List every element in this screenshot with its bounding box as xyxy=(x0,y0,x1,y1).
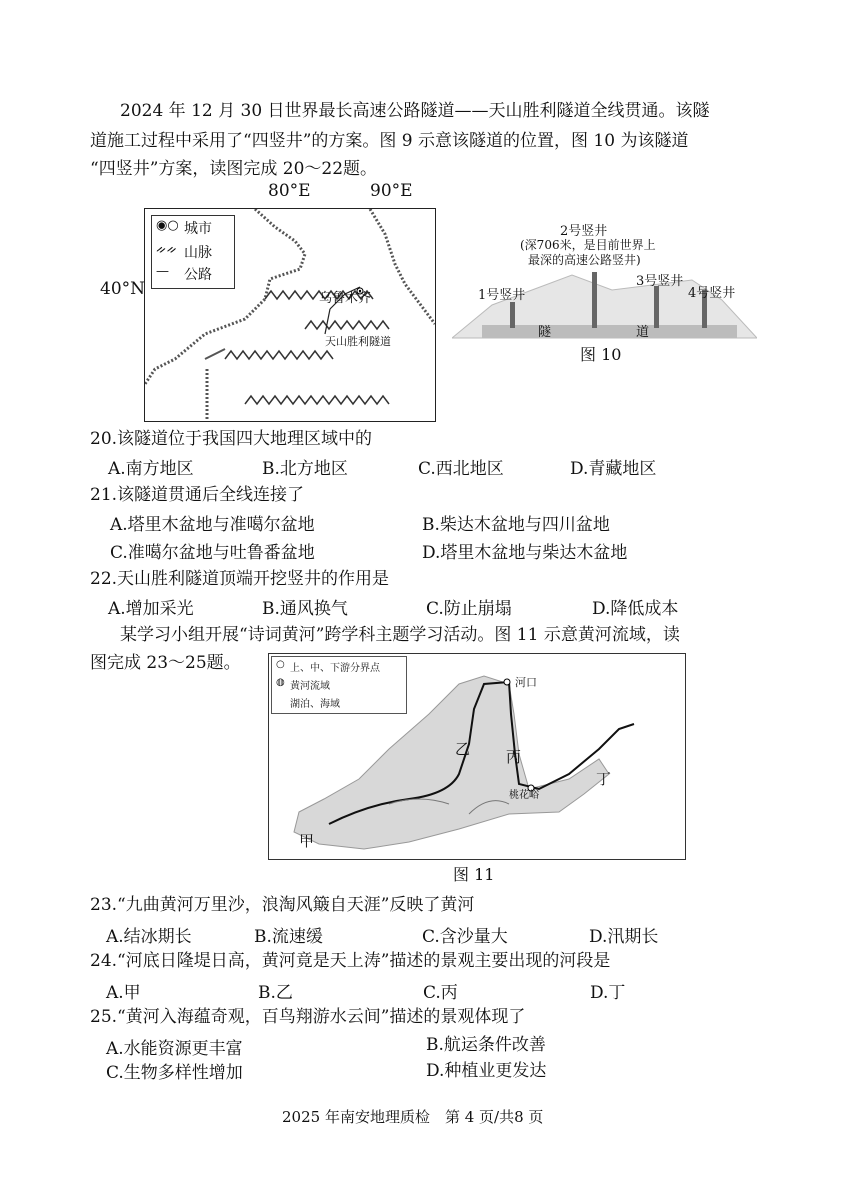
legend-boundary-point: 上、中、下游分界点 xyxy=(290,663,380,674)
hekou-point xyxy=(504,679,510,685)
shaft-1-label: 1号竖井 xyxy=(478,288,526,303)
shaft-3-label: 3号竖井 xyxy=(636,274,684,289)
question-21-option-a[interactable]: A.塔里木盆地与准噶尔盆地 xyxy=(110,515,315,535)
question-25-option-c[interactable]: C.生物多样性增加 xyxy=(106,1063,243,1083)
tunnel-char-1: 隧 xyxy=(538,325,552,340)
question-23-option-d[interactable]: D.汛期长 xyxy=(589,927,659,947)
border-north xyxy=(370,209,435,324)
intro2-line-2: 图完成 23～25题。 xyxy=(90,653,241,673)
hekou-label: 河口 xyxy=(515,676,537,689)
question-24-stem: 24.“河底日隆堤日高，黄河竟是天上涛”描述的景观主要出现的河段是 xyxy=(90,951,611,971)
page-footer: 2025 年南安地理质检 第 4 页/共8 页 xyxy=(282,1108,544,1126)
latitude-40-label: 40°N xyxy=(100,279,146,299)
legend-basin: 黄河流域 xyxy=(290,681,330,692)
question-21-stem: 21.该隧道贯通后全线连接了 xyxy=(90,485,305,505)
question-22-option-a[interactable]: A.增加采光 xyxy=(108,599,194,619)
question-21-option-d[interactable]: D.塔里木盆地与柴达木盆地 xyxy=(422,543,628,563)
shaft-2 xyxy=(592,272,597,328)
question-24-option-c[interactable]: C.丙 xyxy=(423,983,458,1003)
shaft-1 xyxy=(510,302,515,328)
figure-9-map xyxy=(144,208,436,422)
question-20-option-d[interactable]: D.青藏地区 xyxy=(570,459,657,479)
segment-bing-label: 丙 xyxy=(506,748,522,766)
question-22-option-c[interactable]: C.防止崩塌 xyxy=(426,599,512,619)
question-21-option-c[interactable]: C.准噶尔盆地与吐鲁番盆地 xyxy=(110,543,315,563)
segment-ding-label: 丁 xyxy=(596,770,612,788)
shaft-2-note-2: 最深的高速公路竖井) xyxy=(528,253,641,267)
legend-boundary-point-icon: ○ xyxy=(276,659,285,670)
taohuayu-label: 桃花峪 xyxy=(509,790,539,801)
figure-10-caption: 图 10 xyxy=(580,345,622,364)
question-22-option-b[interactable]: B.通风换气 xyxy=(262,599,348,619)
shaft-2-note-1: (深706米，是目前世界上 xyxy=(520,238,656,252)
question-23-option-b[interactable]: B.流速缓 xyxy=(254,927,323,947)
map-9-legend xyxy=(151,215,235,289)
figure-11-caption: 图 11 xyxy=(453,865,495,884)
question-21-option-b[interactable]: B.柴达木盆地与四川盆地 xyxy=(422,515,610,535)
figure-11-map xyxy=(268,653,686,860)
question-25-stem: 25.“黄河入海蕴奇观，百鸟翔游水云间”描述的景观体现了 xyxy=(90,1007,526,1027)
intro-line-2: 道施工过程中采用了“四竖井”的方案。图 9 示意该隧道的位置，图 10 为该隧道 xyxy=(90,131,689,151)
shaft-2-title: 2号竖井 xyxy=(560,224,608,239)
question-24-option-a[interactable]: A.甲 xyxy=(106,983,141,1003)
question-22-option-d[interactable]: D.降低成本 xyxy=(592,599,679,619)
border-segment xyxy=(205,349,225,359)
tunnel-road xyxy=(325,309,330,334)
intro-line-3: “四竖井”方案，读图完成 20～22题。 xyxy=(90,159,378,179)
question-25-option-a[interactable]: A.水能资源更丰富 xyxy=(106,1039,243,1059)
question-22-stem: 22.天山胜利隧道顶端开挖竖井的作用是 xyxy=(90,569,390,589)
intro2-line-1: 某学习小组开展“诗词黄河”跨学科主题学习活动。图 11 示意黄河流域，读 xyxy=(120,625,680,645)
question-20-stem: 20.该隧道位于我国四大地理区域中的 xyxy=(90,429,373,449)
longitude-80-label: 80°E xyxy=(268,181,311,201)
figure-10-diagram xyxy=(452,220,757,340)
shaft-4-label: 4号竖井 xyxy=(688,286,736,301)
legend-mountain-label: 山脉 xyxy=(184,245,212,261)
legend-mountain-icon: ᨀᨀ xyxy=(156,242,178,257)
legend-city-label: 城市 xyxy=(184,221,212,237)
question-20-option-c[interactable]: C.西北地区 xyxy=(418,459,504,479)
shaft-3 xyxy=(654,286,659,328)
question-23-option-a[interactable]: A.结冰期长 xyxy=(106,927,192,947)
question-20-option-a[interactable]: A.南方地区 xyxy=(108,459,194,479)
urumqi-label: 乌鲁木齐 xyxy=(319,291,372,306)
segment-jia-label: 甲 xyxy=(299,832,315,850)
question-24-option-b[interactable]: B.乙 xyxy=(258,983,293,1003)
question-23-option-c[interactable]: C.含沙量大 xyxy=(422,927,508,947)
question-24-option-d[interactable]: D.丁 xyxy=(590,983,626,1003)
question-25-option-d[interactable]: D.种植业更发达 xyxy=(426,1061,547,1081)
legend-road-label: 公路 xyxy=(184,267,212,283)
tunnel-body xyxy=(482,325,737,338)
question-25-option-b[interactable]: B.航运条件改善 xyxy=(426,1035,546,1055)
tunnel-label: 天山胜利隧道 xyxy=(325,335,391,348)
legend-basin-icon: ◍ xyxy=(276,677,285,688)
tunnel-char-2: 道 xyxy=(636,325,650,340)
legend-road-icon: — xyxy=(156,264,169,279)
question-23-stem: 23.“九曲黄河万里沙，浪淘风簸自天涯”反映了黄河 xyxy=(90,895,475,915)
map-11-legend xyxy=(271,656,407,714)
segment-yi-label: 乙 xyxy=(455,740,471,758)
longitude-90-label: 90°E xyxy=(370,181,413,201)
legend-lakes-sea: 湖泊、海域 xyxy=(290,699,340,710)
question-20-option-b[interactable]: B.北方地区 xyxy=(262,459,348,479)
legend-city-icon: ◉○ xyxy=(156,218,179,233)
intro-line-1: 2024 年 12 月 30 日世界最长高速公路隧道——天山胜利隧道全线贯通。该隧 xyxy=(120,101,710,121)
